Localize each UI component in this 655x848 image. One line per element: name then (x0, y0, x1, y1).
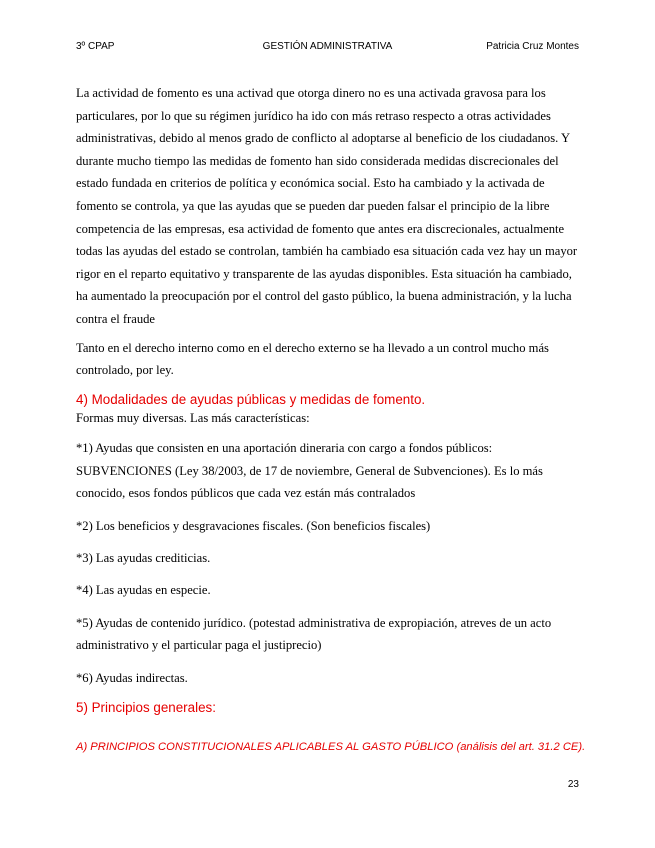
list-item-6: *6) Ayudas indirectas. (76, 670, 188, 685)
header-course: 3º CPAP (76, 41, 115, 52)
section-5-heading: 5) Principios generales: (76, 700, 216, 715)
document-body (76, 82, 586, 755)
paragraph-derecho: Tanto en el derecho interno como en el derecho externo se ha llevado a un control mucho más controlado, por ley. (76, 340, 549, 377)
list-item-1: *1) Ayudas que consisten en una aportación dineraria con cargo a fondos públicos: SUBVENCIONES (Ley 38/2003, de 17 de noviembre, General de Subvenciones). Es lo más conocido, esos fondos públicos que cada vez están más contralados (76, 441, 543, 501)
section-5-subheading: A) PRINCIPIOS CONSTITUCIONALES APLICABLES AL GASTO PÚBLICO (análisis del art. 31.2 CE). (76, 741, 586, 753)
header-subject: GESTIÓN ADMINISTRATIVA (262, 41, 393, 52)
list-item-5: *5) Ayudas de contenido jurídico. (potestad administrativa de expropiación, atreves de un acto administrativo y el particular paga el justiprecio) (76, 615, 552, 653)
list-item-3: *3) Las ayudas crediticias. (76, 550, 211, 565)
paragraph-fomento: La actividad de fomento es una activad que otorga dinero no es una activada gravosa para los particulares, por lo que su régimen jurídico ha ido con más retraso respecto a otras actividades administrativas, debido al menos grado de conflicto al adoptarse al beneficio de los ciudadanos. Y durante mucho tiempo las medidas de fomento han sido considerada medidas discrecionales del estado fundada en criterios de política y económica social. Esto ha cambiado y la activada de fomento se controla, ya que las ayudas que se pueden dar pueden falsar el principio de la libre competencia de las empresas, esa actividad de fomento que antes era discrecionales, actualmente todas las ayudas del estado se controlan, también ha cambiado esa situación cada vez hay un mayor rigor en el reparto equitativo y transparente de las ayudas disponibles. Esta situación ha cambiado, ha aumentado la preocupación por el control del gasto público, la buena administración, y la lucha contra el fraude (76, 86, 578, 326)
page-number: 23 (567, 779, 579, 790)
section-4-heading: 4) Modalidades de ayudas públicas y medidas de fomento. (76, 392, 426, 408)
page-header (76, 41, 579, 55)
header-author: Patricia Cruz Montes (486, 41, 579, 52)
section-4-lead: Formas muy diversas. Las más características: (76, 411, 310, 426)
list-item-4: *4) Las ayudas en especie. (76, 583, 211, 598)
list-item-2: *2) Los beneficios y desgravaciones fiscales. (Son beneficios fiscales) (76, 518, 431, 533)
